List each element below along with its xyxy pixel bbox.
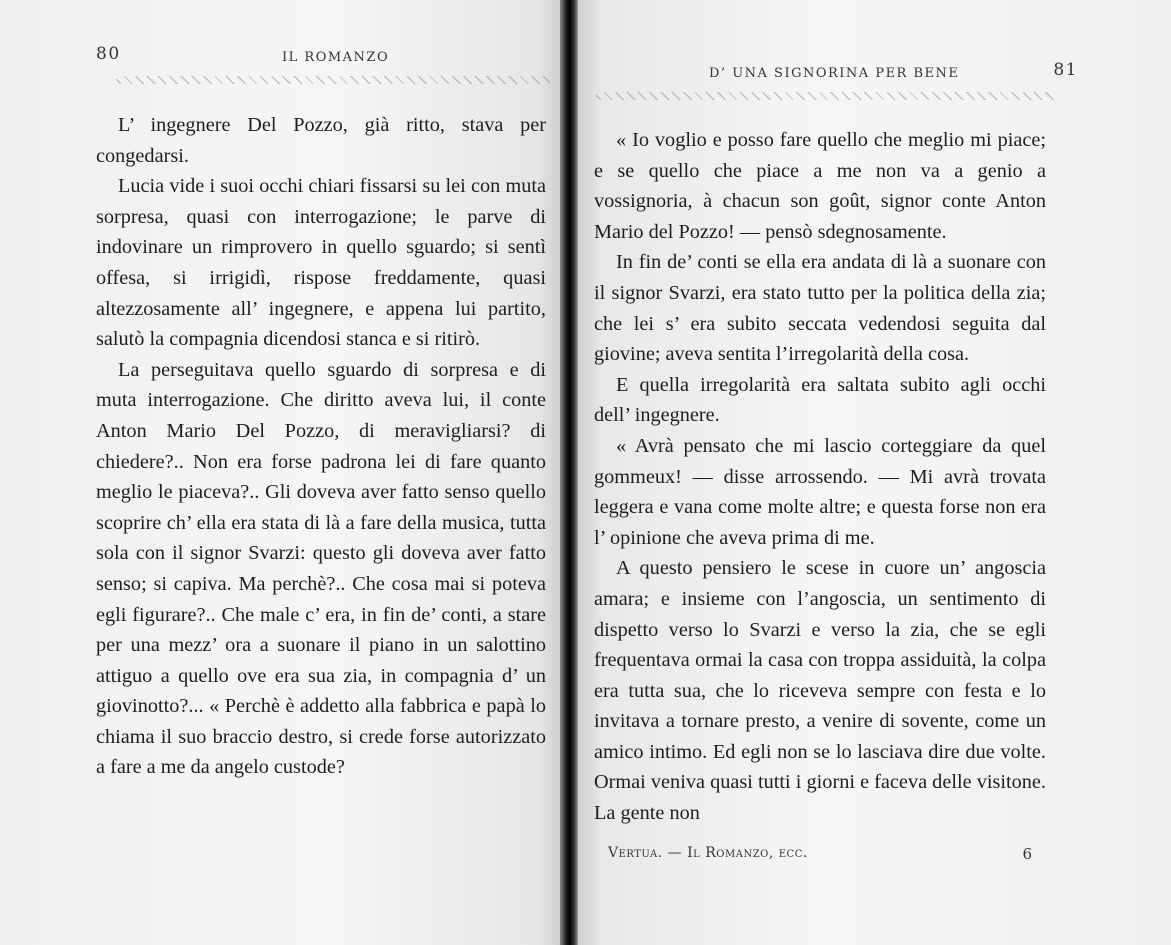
left-header-rule [116,76,550,84]
left-paragraph-1: L’ ingegnere Del Pozzo, già ritto, stava per congedarsi. [96,114,546,167]
right-paragraph-1: « Io voglio e posso fare quello che meglio mi piace; e se quello che piace a me non va a genio a vossignoria, à chacun son goût, signor conte Anton Mario del Pozzo! — pensò sdegnosamente. [594,129,1046,243]
left-page [0,0,560,945]
right-paragraph-5: A questo pensiero le scese in cuore un’ angoscia amara; e insieme con l’angoscia, un sentimento di dispetto verso lo Svarzi e verso la zia, che se egli frequentava ormai la casa con troppa assiduità, la colpa era tutta sua, che lo riceveva sempre con festa e lo invitava a tornare presto, a venire di sovente, come un amico intimo. Ed egli non se lo lasciava dire due volte. Ormai veniva quasi tutti i giorni e faceva delle visitone. La gente non [594,557,1046,825]
right-page-number: 81 [1053,60,1078,80]
right-running-head [608,60,1078,84]
left-paragraph-2: Lucia vide i suoi occhi chiari fissarsi su lei con muta sorpresa, quasi con interrogazione; le parve di indovinare un rimprovero in quello sguardo; si sentì offesa, si irrigidì, rispose freddamente, quasi altezzosamente all’ ingegnere, e appena lui partito, salutò la compagnia dicendosi stanca e si ritirò. [96,175,546,351]
left-running-head [96,44,550,68]
book-gutter [560,0,578,945]
right-header-rule [596,92,1056,100]
right-paragraph-4: « Avrà pensato che mi lascio corteggiare da quel gommeux! — disse arrossendo. — Mi avrà trovata leggera e vana come molte altre; e questa forse non era l’ opinione che aveva prima di me. [594,434,1046,549]
left-running-title: IL ROMANZO [282,50,390,65]
footer-signature-mark: 6 [1022,845,1032,863]
right-page [578,0,1171,945]
right-paragraph-2: In fin de’ conti se ella era andata di là a suonare con il signor Svarzi, era stato tutto per la politica della zia; che lei s’ era subito seccata vedendosi seguita dal giovine; aveva sentita l’irregolarità della cosa. [594,251,1046,366]
right-body-text [594,125,1046,829]
footer-signature: Vertua. — Il Romanzo, ecc. [608,845,808,861]
left-body-text [96,110,546,783]
right-running-title: D’ UNA SIGNORINA PER BENE [709,66,960,81]
right-paragraph-3: E quella irregolarità era saltata subito agli occhi dell’ ingegnere. [594,373,1046,427]
left-paragraph-3: La perseguitava quello sguardo di sorpresa e di muta interrogazione. Che diritto aveva lui, il conte Anton Mario Del Pozzo, di meravigliarsi? di chiedere?.. Non era forse padrona lei di fare quanto meglio le piaceva?.. Gli doveva aver fatto senso quello scoprire ch’ ella era stata di là a fare della musica, tutta sola con il signor Svarzi: questo gli doveva aver fatto senso; si capiva. Ma perchè?.. Che cosa mai si poteva egli figurare?.. Che male c’ era, in fin de’ conti, a stare per una mezz’ ora a suonare il piano in un salottino attiguo a quello ove era sua zia, in compagnia d’ un giovinotto?... « Perchè è addetto alla fabbrica e papà lo chiama il suo braccio destro, si crede forse autorizzato a fare a me da angelo custode? [96,358,546,779]
left-page-number: 80 [96,44,121,64]
